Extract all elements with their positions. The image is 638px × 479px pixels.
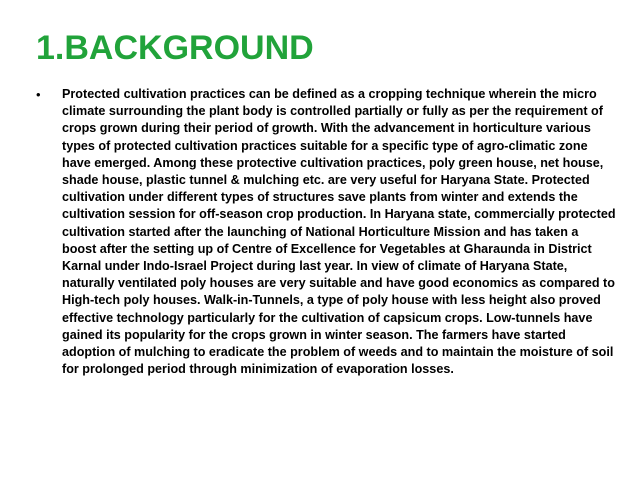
slide-title: 1.BACKGROUND (36, 29, 314, 67)
bullet-item (36, 86, 616, 378)
bullet-marker: • (36, 87, 41, 102)
bullet-paragraph: Protected cultivation practices can be defined as a cropping technique wherein the micro climate surrounding the plant body is controlled partially or fully as per the requirement of crops grown during their period of growth. With the advancement in horticulture various types of protected cultivation practices suitable for a specific type of agro-climatic zone have emerged. Among these protective cultivation practices, poly green house, net house, shade house, plastic tunnel & mulching etc. are very useful for Haryana State. Protected cultivation under different types of structures save plants from winter and extends the cultivation session for off-season crop production. In Haryana state, commercially protected cultivation started after the launching of National Horticulture Mission and has taken a boost after the setting up of Centre of Excellence for Vegetables at Gharaunda in District Karnal under Indo-Israel Project during last year. In view of climate of Haryana State, naturally ventilated poly houses are very suitable and have good economics as compared to High-tech poly houses. Walk-in-Tunnels, a type of poly house with less height also proved effective technology particularly for the cultivation of capsicum crops. Low-tunnels have gained its popularity for the crops grown in winter season. The farmers have started adoption of mulching to eradicate the problem of weeds and to maintain the moisture of soil for prolonged period through minimization of evaporation losses. (62, 87, 616, 377)
